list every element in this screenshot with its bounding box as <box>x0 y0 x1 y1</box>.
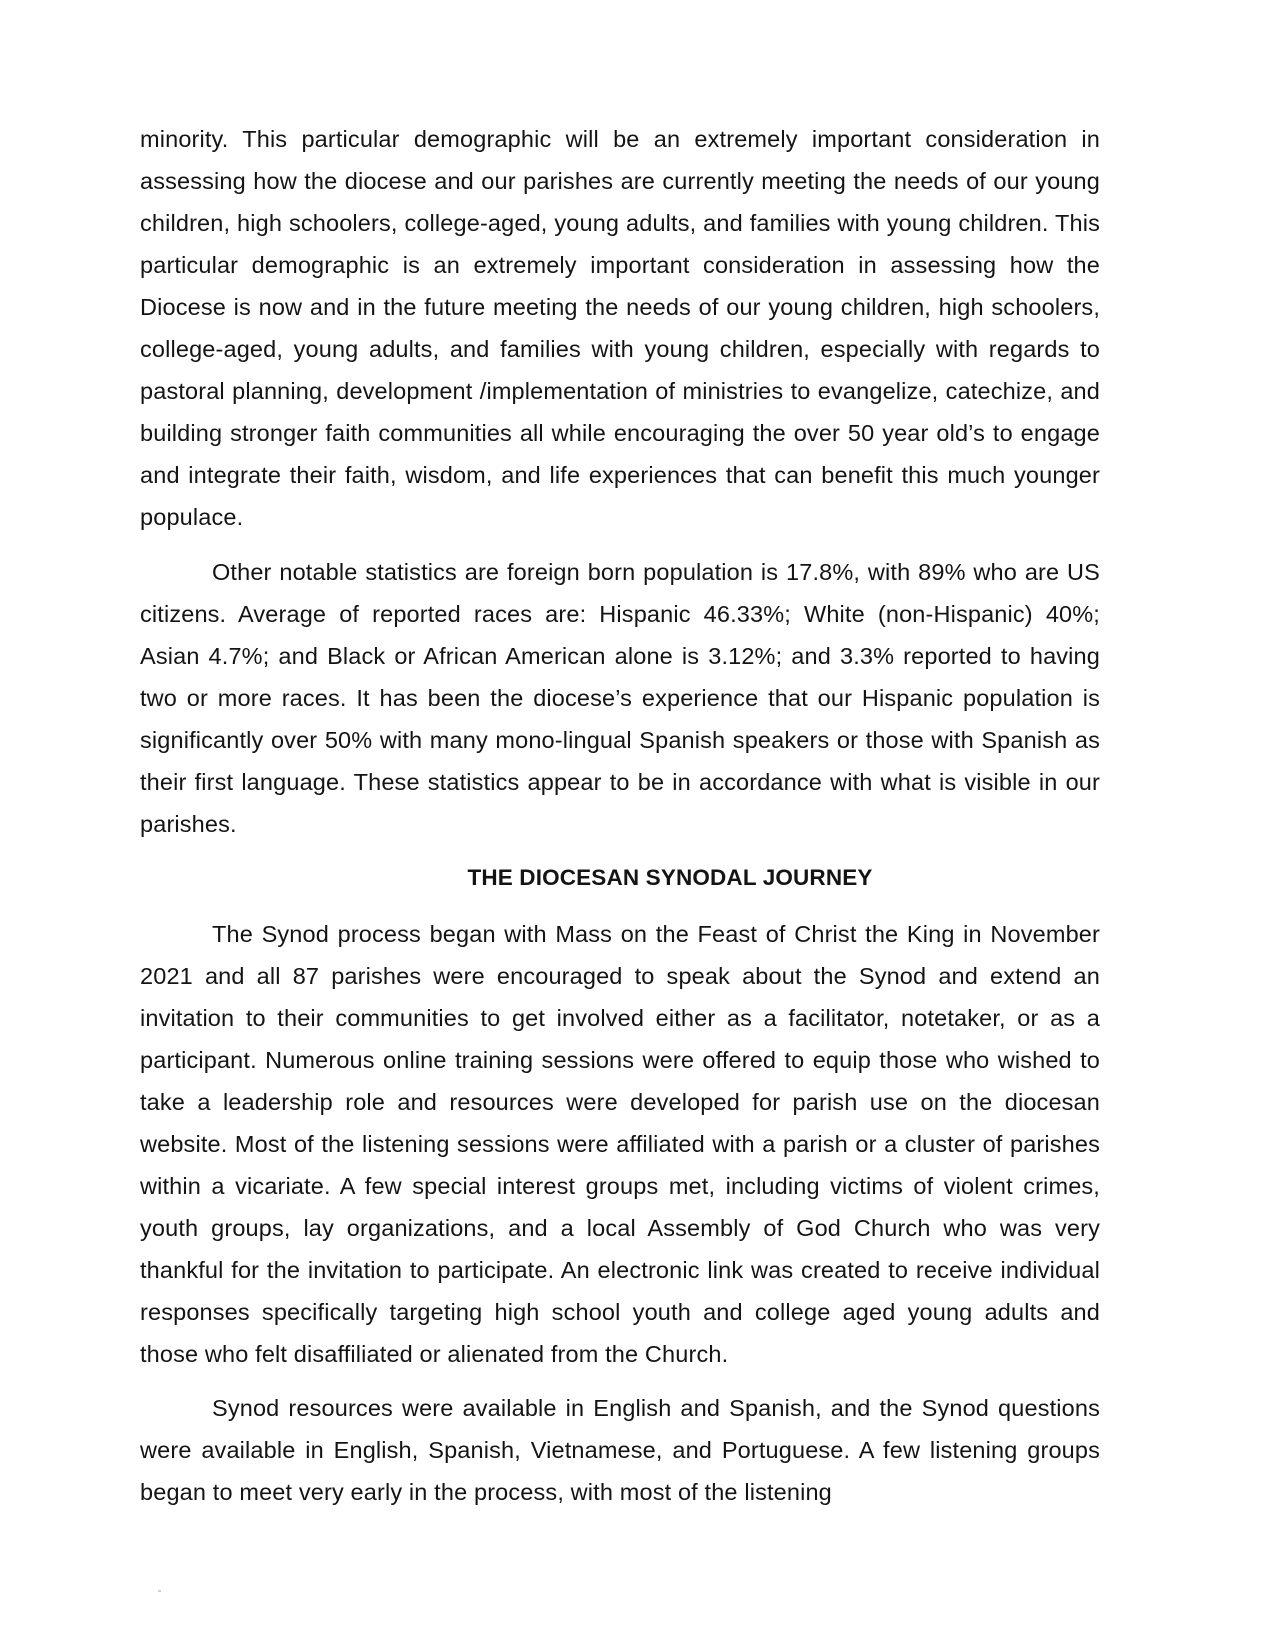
section-heading: THE DIOCESAN SYNODAL JOURNEY <box>467 865 873 890</box>
paragraph-synod-resources: Synod resources were available in English and Spanish, and the Synod questions were available in English, Spanish, Vietnamese, and Portuguese. A few listening groups began to meet very early in the process, with most of the listening <box>140 1395 1100 1505</box>
document-body <box>140 118 1100 1513</box>
scan-speck <box>158 1590 161 1592</box>
paragraph-demographic: minority. This particular demographic will be an extremely important consideration in assessing how the diocese and our parishes are currently meeting the needs of our young children, high schoolers, college-aged, young adults, and families with young children. This particular demographic is an extremely important consideration in assessing how the Diocese is now and in the future meeting the needs of our young children, high schoolers, college-aged, young adults, and families with young children, especially with regards to pastoral planning, development /implementation of ministries to evangelize, catechize, and building stronger faith communities all while encouraging the over 50 year old’s to engage and integrate their faith, wisdom, and life experiences that can benefit this much younger populace. <box>140 126 1100 530</box>
paragraph-synod-process: The Synod process began with Mass on the Feast of Christ the King in November 2021 and all 87 parishes were encouraged to speak about the Synod and extend an invitation to their communities to get involved either as a facilitator, notetaker, or as a participant. Numerous online training sessions were offered to equip those who wished to take a leadership role and resources were developed for parish use on the diocesan website. Most of the listening sessions were affiliated with a parish or a cluster of parishes within a vicariate. A few special interest groups met, including victims of violent crimes, youth groups, lay organizations, and a local Assembly of God Church who was very thankful for the invitation to participate. An electronic link was created to receive individual responses specifically targeting high school youth and college aged young adults and those who felt disaffiliated or alienated from the Church. <box>140 921 1100 1367</box>
paragraph-statistics: Other notable statistics are foreign born population is 17.8%, with 89% who are US citizens. Average of reported races are: Hispanic 46.33%; White (non-Hispanic) 40%; Asian 4.7%; and Black or African American alone is 3.12%; and 3.3% reported to having two or more races. It has been the diocese’s experience that our Hispanic population is significantly over 50% with many mono-lingual Spanish speakers or those with Spanish as their first language. These statistics appear to be in accordance with what is visible in our parishes. <box>140 559 1100 837</box>
